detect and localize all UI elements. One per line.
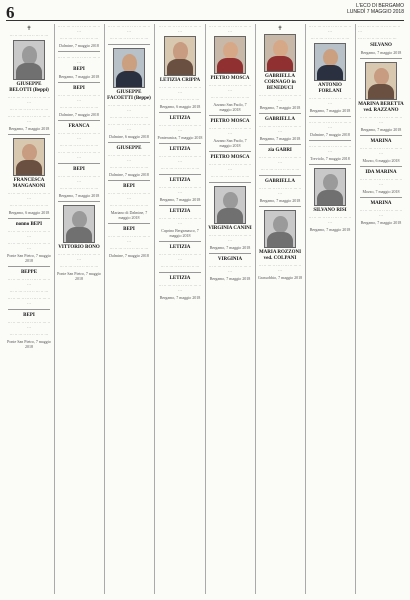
notice-place-date: Grassobbio, 7 maggio 2018	[257, 275, 303, 280]
notice-place-date: Bergamo, 7 maggio 2018	[58, 74, 100, 79]
deceased-name: PIETRO MOSCA	[210, 119, 250, 124]
header-rule	[6, 20, 404, 21]
deceased-name: FRANCESCA MANGANONI	[12, 178, 46, 189]
notice-place-date: Mozzo, 7 maggio 2018	[362, 189, 400, 194]
portrait-photo	[314, 43, 346, 81]
portrait-photo	[214, 36, 246, 74]
column-divider	[104, 24, 105, 594]
portrait-photo	[63, 205, 95, 243]
notice-place-date: Bergamo, 7 maggio 2018	[360, 220, 402, 225]
deceased-name: BEPI	[73, 67, 85, 72]
cross-icon: ✝	[277, 26, 283, 32]
notice-place-date: Azzano San Paolo, 7 maggio 2018	[213, 138, 247, 148]
notice-place-date: Bergamo, 7 maggio 2018	[58, 193, 100, 198]
deceased-name: LETIZIA	[169, 245, 191, 250]
deceased-name: LETIZIA CRIPPA	[159, 78, 201, 83]
portrait-photo	[365, 62, 397, 100]
notice-place-date: Mariano di Dalmine, 7 maggio 2018	[110, 210, 148, 220]
portrait-photo	[13, 40, 45, 80]
notice-place-date: Bergamo, 7 maggio 2018	[259, 136, 301, 141]
notices-column-7: ··· ·· ··· ·· ··· ·· ··· ·· ··· ·· ··· ··· ·· ··· ·· ··· ·· ··· ·· ··· ANTONIO FORLANI ··· ·· ··· ·· ··· ·· ··· ·· ··· ·· ··· Bergamo, 7 maggio 2018 ··· ·· ··· ·· ··· ·· ··· ·· ··· ·· ··· Dalmine, 7 maggio 2018 ··· ·· ··· ·· ··· ·· ··· ·· ··· ·· ··· Treviolo, 7 maggio 2018 SILVANO RISI ··· ·· ··· ·· ··· ·· ··· ·· ··· ·· ··· Bergamo, 7 maggio 2018	[308, 24, 352, 232]
portrait-photo	[164, 36, 196, 76]
notices-column-2: ··· ·· ··· ·· ··· ·· ··· ·· ··· ·· ··· ··· ·· ··· ·· ··· ·· ··· ·· ··· Dalmine, 7 maggio 2018 ··· ·· ··· ·· ··· ·· ··· ·· ··· ·· ··· BEPI Bergamo, 7 maggio 2018 BEPI ··· ·· ··· ·· ··· ·· ··· ·· ··· ·· ··· ··· ·· ··· ·· ··· ·· ··· ·· ··· Dalmine, 7 maggio 2018 FRANCA ··· ·· ··· ·· ··· ·· ··· ·· ··· ·· ··· ··· ·· ··· ·· ··· ·· ··· ·· ··· ··· ·· ··· ·· ··· ·· ··· ·· ··· ·· ··· BEPI ··· ·· ··· ·· ··· ·· ··· ·· ··· ·· ··· ··· ·· ··· ·· ··· ·· ··· ·· ··· Bergamo, 7 maggio 2018 VITTORIO BONO ··· ·· ··· ·· ··· ·· ··· ·· ··· ·· ··· ··· ·· ··· ·· ··· ·· ··· ·· ··· Ponte San Pietro, 7 maggio 2018	[57, 24, 101, 281]
column-divider	[205, 24, 206, 594]
deceased-name: GABRIELLA CORNAGO in BENEDUCI	[264, 74, 296, 91]
notice-place-date: Ponte San Pietro, 7 maggio 2018	[7, 253, 51, 263]
notice-place-date: Bergamo, 7 maggio 2018	[209, 245, 251, 250]
notice-place-date: Dalmine, 6 maggio 2018	[109, 134, 149, 139]
portrait-photo	[264, 210, 296, 248]
portrait-photo	[113, 48, 145, 88]
notice-place-date: Bergamo, 6 maggio 2018	[8, 210, 50, 215]
deceased-name: PIETRO MOSCA	[210, 76, 250, 81]
deceased-name: BEPI	[73, 86, 85, 91]
column-divider	[154, 24, 155, 594]
notice-place-date: Ponte San Pietro, 7 maggio 2018	[57, 271, 101, 281]
notices-column-5: ··· ·· ··· ·· ··· ·· ··· ·· ··· ·· ··· PIETRO MOSCA ··· ·· ··· ·· ··· ·· ··· ·· ··· ·· ··· ··· ·· ··· ·· ··· ·· ··· ·· ··· Azzano San Paolo, 7 maggio 2018 PIETRO MOSCA ··· ·· ··· ·· ··· ·· ··· ·· ··· ·· ··· Azzano San Paolo, 7 maggio 2018 PIETRO MOSCA ··· ·· ··· ·· ··· ·· ··· ·· ··· ·· ··· ··· ·· ··· ·· ··· ·· ··· ·· ··· VIRGINIA CANINI ··· ·· ··· ·· ··· ·· ··· ·· ··· ·· ··· Bergamo, 7 maggio 2018 VIRGINIA ··· ·· ··· ·· ··· ·· ··· ·· ··· ·· ··· Bergamo, 7 maggio 2018	[208, 24, 252, 281]
deceased-name: GIUSEPPE BELOTTI (Beppi)	[9, 82, 49, 93]
deceased-name: MARIA ROZZONI ved. COLPANI	[258, 250, 302, 261]
notice-place-date: Bergamo, 7 maggio 2018	[360, 50, 402, 55]
deceased-name: FRANCA	[68, 124, 90, 129]
deceased-name: IDA MARINA	[365, 170, 397, 175]
notices-column-6: ✝ GABRIELLA CORNAGO in BENEDUCI ··· ·· ··· ·· ··· ·· ··· ·· ··· ·· ··· Bergamo, 7 maggio 2018 GABRIELLA ··· ·· ··· ·· ··· ·· ··· ·· ··· ·· ··· Bergamo, 7 maggio 2018 zia GABRI ··· ·· ··· ·· ··· ·· ··· ·· ··· ·· ··· ··· ·· ··· ·· ··· ·· ··· ·· ··· GABRIELLA ··· ·· ··· ·· ··· ·· ··· ·· ··· ·· ··· Bergamo, 7 maggio 2018 MARIA ROZZONI ved. COLPANI ··· ·· ··· ·· ··· ·· ··· ·· ··· ·· ··· Grassobbio, 7 maggio 2018	[257, 26, 303, 280]
portrait-photo	[13, 138, 45, 176]
notice-place-date: Bergamo, 7 maggio 2018	[159, 197, 201, 202]
notices-column-8: ··· ·· ··· ·· ··· ·· ··· ·· ··· ·· ··· ··· ·· ··· ·· ··· ·· ··· ·· ··· SILVANO Bergamo, 7 maggio 2018 MARINA BERETTA ved. RAZZANO ··· ·· ··· ·· ··· ·· ··· ·· ··· ·· ··· Bergamo, 7 maggio 2018 MARINA ··· ·· ··· ·· ··· ·· ··· ·· ··· ·· ··· Mozzo, 6 maggio 2018 IDA MARINA ··· ·· ··· ·· ··· ·· ··· ·· ··· ·· ··· Mozzo, 7 maggio 2018 MARINA ··· ·· ··· ·· ··· ·· ··· ·· ··· ·· ··· Bergamo, 7 maggio 2018	[358, 24, 404, 225]
notice-place-date: Mozzo, 6 maggio 2018	[362, 158, 400, 163]
deceased-name: MARINA	[370, 139, 392, 144]
deceased-name: nonno BEPI	[15, 222, 43, 227]
portrait-photo	[264, 34, 296, 72]
deceased-name: ANTONIO FORLANI	[318, 83, 342, 94]
deceased-name: VIRGINIA CANINI	[208, 226, 252, 231]
deceased-name: GIUSEPPE FACOETTI (Beppe)	[107, 90, 151, 101]
deceased-name: MARINA BERETTA ved. RAZZANO	[358, 102, 404, 113]
notice-place-date: Caprino Bergamasco, 7 maggio 2018	[161, 228, 199, 238]
deceased-name: SILVANO RISI	[313, 208, 347, 213]
notices-column-1: ✝ ··· ·· ··· ·· ··· ·· ··· ·· ··· GIUSEPPE BELOTTI (Beppi) ··· ·· ··· ·· ··· ·· ··· ·· ··· ·· ··· ··· ·· ··· ·· ··· ·· ··· ·· ··· ··· ·· ··· ·· ··· ·· ··· ·· ··· ·· ··· Bergamo, 7 maggio 2018 FRANCESCA MANGANONI ··· ·· ··· ·· ··· ·· ··· ·· ··· ·· ··· ··· ·· ··· ·· ··· ·· ··· ·· ··· Bergamo, 6 maggio 2018 nonno BEPI ··· ·· ··· ·· ··· ·· ··· ·· ··· ·· ··· ··· ·· ··· ·· ··· ·· ··· ·· ··· ·· ··· Ponte San Pietro, 7 maggio 2018 BEPPE ··· ·· ··· ·· ··· ·· ··· ·· ··· ·· ··· ··· ·· ··· ·· ··· ·· ··· ·· ··· ··· ·· ··· ·· ··· ·· ··· ·· ··· ·· ··· BEPI ··· ·· ··· ·· ··· ·· ··· ·· ··· ·· ··· ··· ·· ··· ·· ··· ·· ··· ·· ··· Ponte San Pietro, 7 maggio 2018	[7, 26, 51, 349]
deceased-name: BEPPE	[20, 270, 38, 275]
deceased-name: VITTORIO BONO	[58, 245, 100, 250]
notice-place-date: Bergamo, 7 maggio 2018	[8, 126, 50, 131]
notice-place-date: Dalmine, 7 maggio 2018	[109, 253, 149, 258]
deceased-name: zia GABRI	[268, 148, 292, 153]
page-number: 6	[6, 3, 15, 22]
deceased-name: SILVANO	[370, 43, 392, 48]
cross-icon: ✝	[26, 26, 32, 32]
notice-place-date: Bergamo, 7 maggio 2018	[209, 276, 251, 281]
notice-place-date: Dalmine, 7 maggio 2018	[59, 43, 99, 48]
notice-place-date: Bergamo, 7 maggio 2018	[309, 108, 351, 113]
notice-place-date: Azzano San Paolo, 7 maggio 2018	[213, 102, 247, 112]
notice-place-date: Bergamo, 7 maggio 2018	[259, 105, 301, 110]
notice-place-date: Dalmine, 7 maggio 2018	[59, 112, 99, 117]
issue-date: LUNEDÌ 7 MAGGIO 2018	[347, 9, 404, 15]
page-header	[347, 3, 404, 15]
notice-place-date: Treviolo, 7 maggio 2018	[310, 156, 350, 161]
notice-place-date: Bergamo, 7 maggio 2018	[309, 227, 351, 232]
portrait-photo	[314, 168, 346, 206]
deceased-name: GIUSEPPE	[116, 146, 142, 151]
column-divider	[355, 24, 356, 594]
deceased-name: VIRGINIA	[217, 257, 243, 262]
deceased-name: LETIZIA	[169, 209, 191, 214]
deceased-name: LETIZIA	[169, 147, 191, 152]
deceased-name: BEPI	[23, 313, 35, 318]
column-divider	[255, 24, 256, 594]
deceased-name: GABRIELLA	[264, 179, 295, 184]
notice-place-date: Bergamo, 7 maggio 2018	[259, 198, 301, 203]
deceased-name: BEPI	[123, 184, 135, 189]
deceased-name: PIETRO MOSCA	[210, 155, 250, 160]
deceased-name: MARINA	[370, 201, 392, 206]
deceased-name: BEPI	[123, 227, 135, 232]
notice-place-date: Bergamo, 7 maggio 2018	[360, 127, 402, 132]
deceased-name: BEPI	[73, 167, 85, 172]
notice-place-date: Bergamo, 7 maggio 2018	[159, 295, 201, 300]
deceased-name: LETIZIA	[169, 276, 191, 281]
notice-place-date: Bergamo, 6 maggio 2018	[159, 104, 201, 109]
notices-column-4: ··· ·· ··· ·· ··· ·· ··· ·· ··· ·· ··· LETIZIA CRIPPA ··· ·· ··· ·· ··· ·· ··· ·· ··· ·· ··· ··· ·· ··· ·· ··· ·· ··· ·· ··· Bergamo, 6 maggio 2018 LETIZIA ··· ·· ··· ·· ··· ·· ··· ·· ··· ·· ··· Ponteranica, 7 maggio 2018 LETIZIA ··· ·· ··· ·· ··· ·· ··· ·· ··· ·· ··· ··· ·· ··· ·· ··· ·· ··· ·· ··· LETIZIA ··· ·· ··· ·· ··· ·· ··· ·· ··· ·· ··· Bergamo, 7 maggio 2018 LETIZIA ··· ·· ··· ·· ··· ·· ··· ·· ··· ·· ··· Caprino Bergamasco, 7 maggio 2018 LETIZIA ··· ·· ··· ·· ··· ·· ··· ·· ··· ·· ··· ··· ·· ··· ·· ··· ·· ··· ·· ··· LETIZIA ··· ·· ··· ·· ··· ·· ··· ·· ··· ·· ··· Bergamo, 7 maggio 2018	[157, 24, 203, 300]
publication-name: L'ECO DI BERGAMO	[356, 3, 404, 9]
notice-place-date: Dalmine, 7 maggio 2018	[310, 132, 350, 137]
notice-place-date: Dalmine, 7 maggio 2018	[109, 172, 149, 177]
notice-place-date: Ponte San Pietro, 7 maggio 2018	[7, 339, 51, 349]
deceased-name: LETIZIA	[169, 178, 191, 183]
notices-column-3: ··· ·· ··· ·· ··· ·· ··· ·· ··· ·· ··· ··· ·· ··· ·· ··· ·· ··· ·· ··· GIUSEPPE FACOETTI (Beppe) ··· ·· ··· ·· ··· ·· ··· ·· ··· ·· ··· ··· ·· ··· ·· ··· ·· ··· ·· ··· ··· ·· ··· ·· ··· ·· ··· ·· ··· ·· ··· Dalmine, 6 maggio 2018 GIUSEPPE ··· ·· ··· ·· ··· ·· ··· ·· ··· ·· ··· ··· ·· ··· ·· ··· ·· ··· ·· ··· Dalmine, 7 maggio 2018 BEPI ··· ·· ··· ·· ··· ·· ··· ·· ··· ·· ··· ··· ·· ··· ·· ··· ·· ··· ·· ··· Mariano di Dalmine, 7 maggio 2018 BEPI ··· ·· ··· ·· ··· ·· ··· ·· ··· ·· ··· ··· ·· ··· ·· ··· ·· ··· ·· ··· Dalmine, 7 maggio 2018	[107, 24, 151, 258]
notice-place-date: Ponteranica, 7 maggio 2018	[157, 135, 203, 140]
deceased-name: LETIZIA	[169, 116, 191, 121]
portrait-photo	[214, 186, 246, 224]
column-divider	[305, 24, 306, 594]
deceased-name: GABRIELLA	[264, 117, 295, 122]
column-divider	[54, 24, 55, 594]
